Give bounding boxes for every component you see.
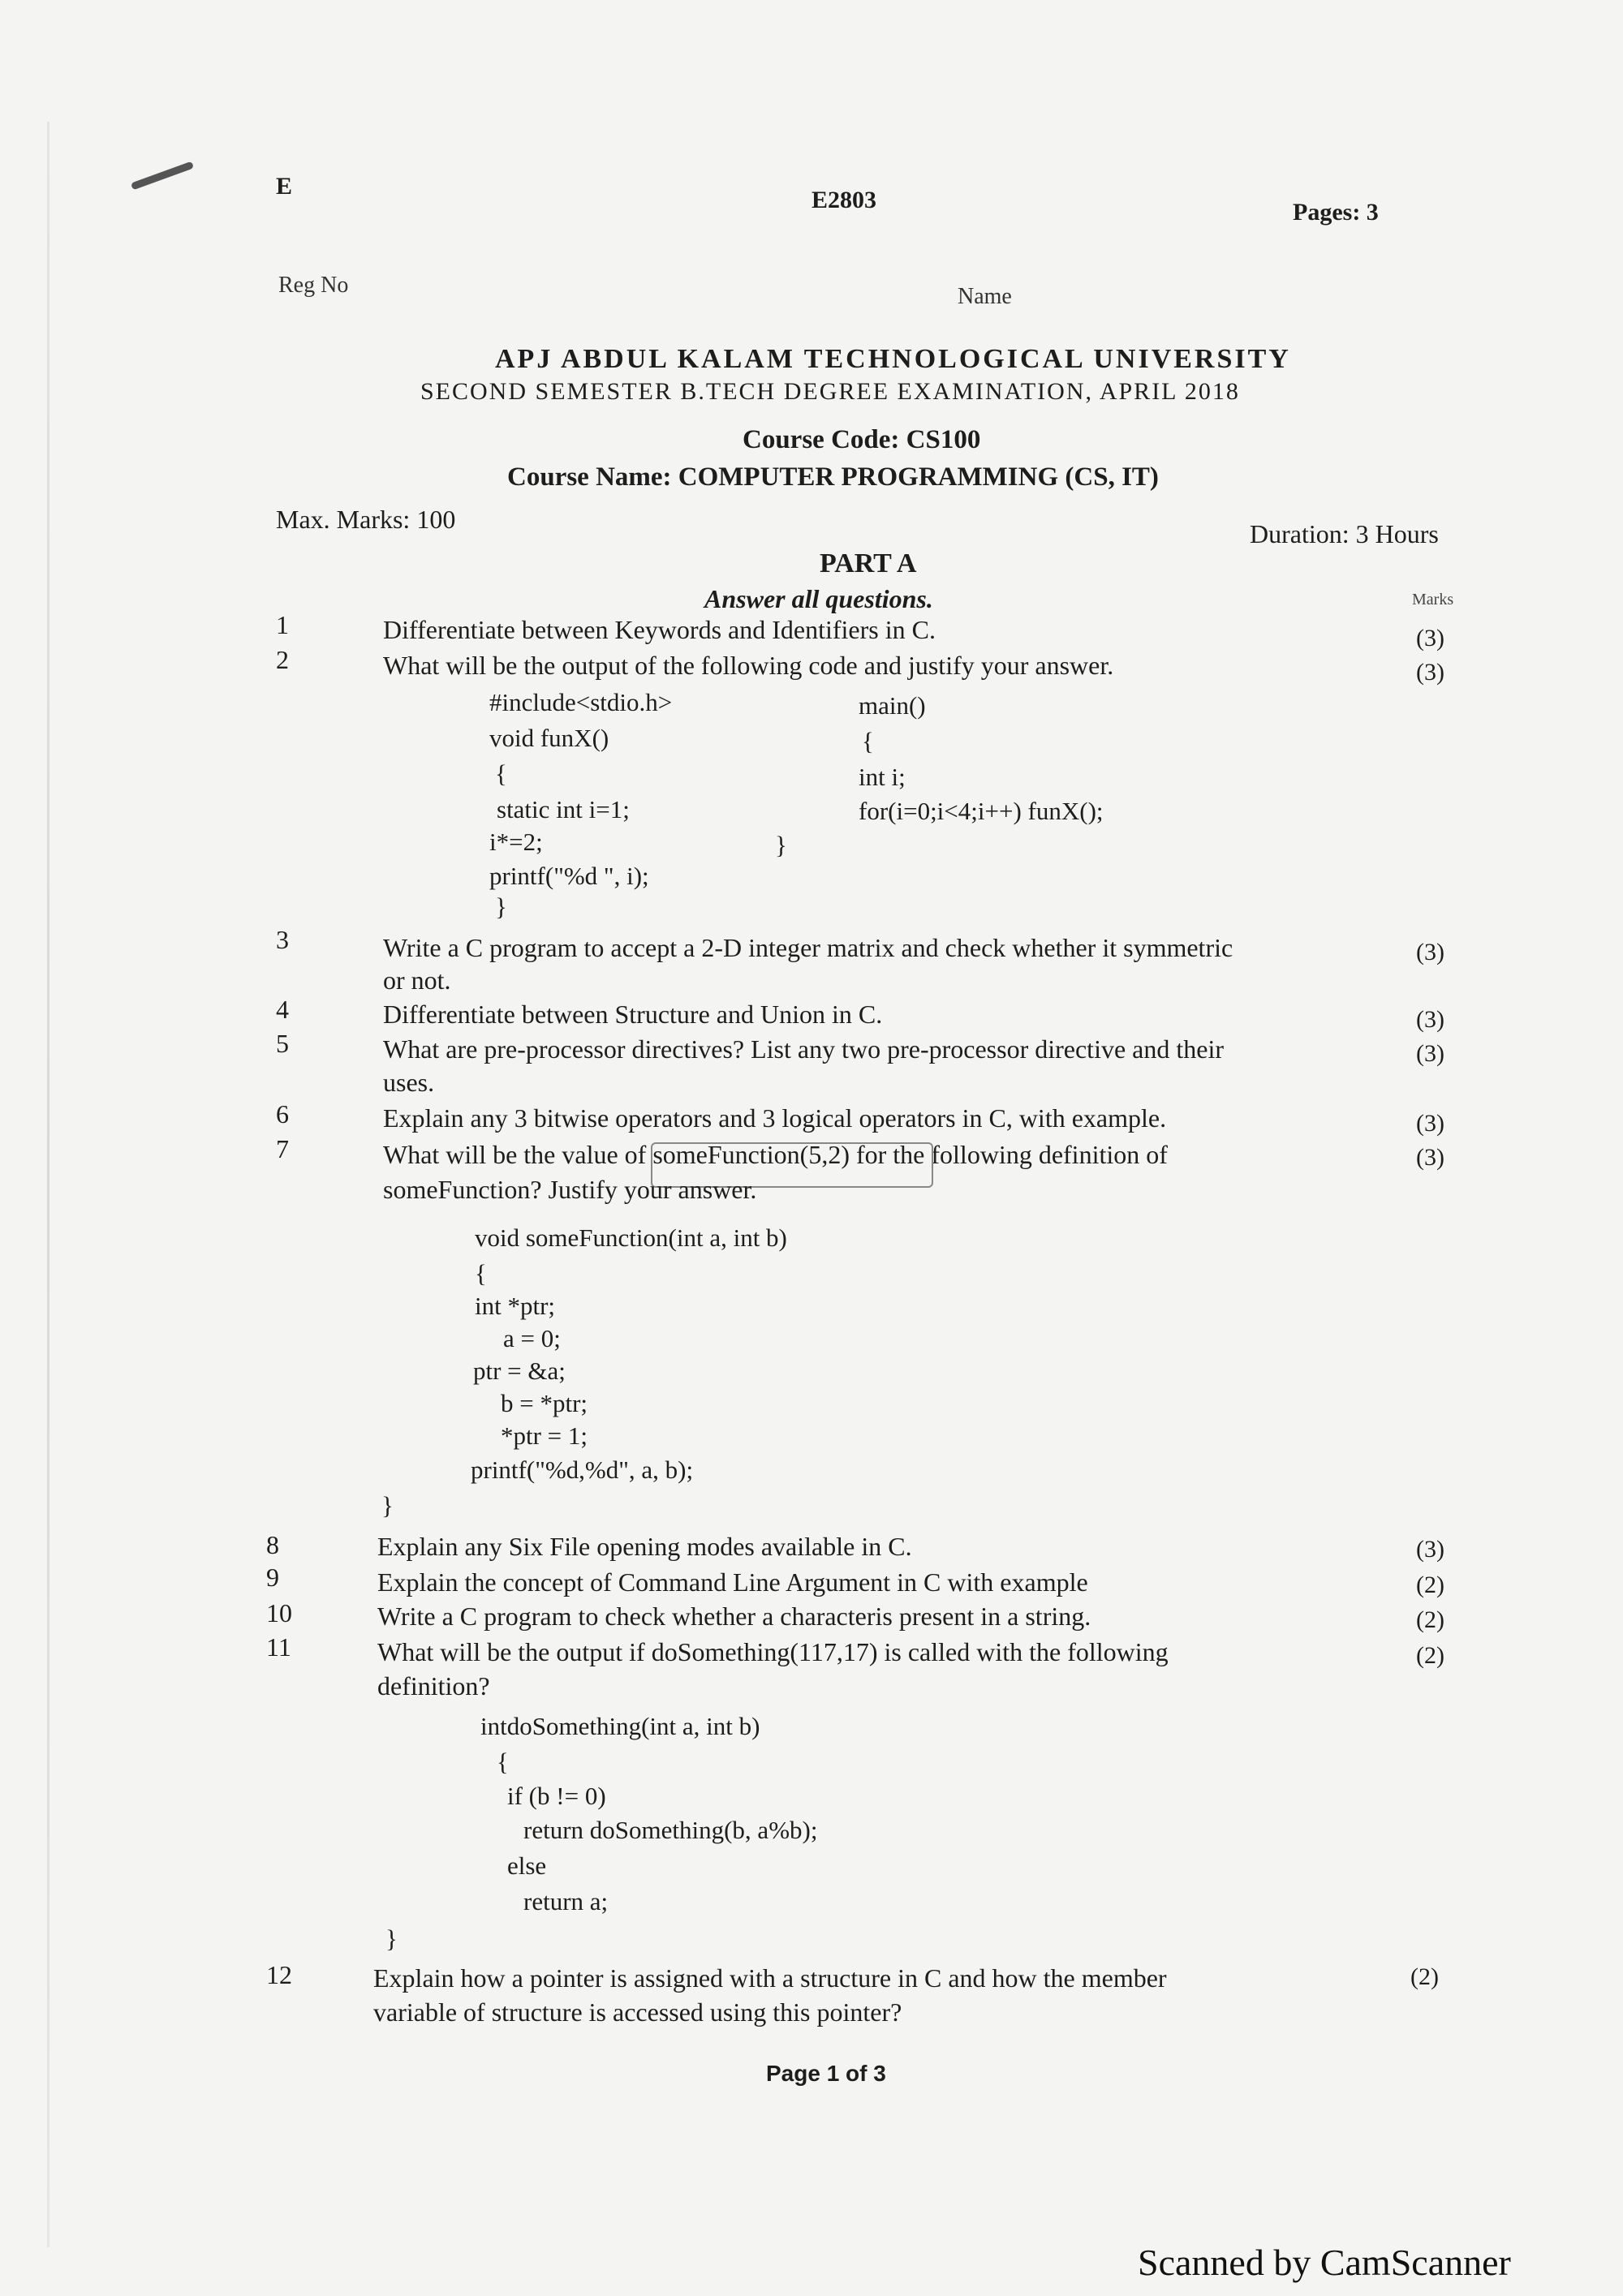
code-line: } (381, 1491, 394, 1520)
course-name: Course Name: COMPUTER PROGRAMMING (CS, IT) (507, 462, 1159, 492)
question-text: What will be the output of the following code and justify your answer. (383, 651, 1114, 680)
code-line: if (b != 0) (507, 1782, 606, 1810)
question-marks: (3) (1416, 1144, 1444, 1171)
code-line: { (862, 727, 874, 755)
question-text: Write a C program to accept a 2-D integer matrix and check whether it symmetric (383, 933, 1233, 962)
code-line: else (507, 1851, 547, 1880)
question-text: Explain the concept of Command Line Argument in C with example (377, 1567, 1088, 1597)
duration: Duration: 3 Hours (1250, 519, 1439, 548)
question-marks: (3) (1416, 625, 1444, 651)
question-marks: (2) (1416, 1606, 1444, 1633)
pen-mark (131, 161, 194, 191)
code-line: } (385, 1924, 398, 1953)
question-number: 9 (266, 1563, 279, 1592)
code-line: { (497, 1748, 509, 1776)
code-line: a = 0; (503, 1324, 561, 1352)
code-line: b = *ptr; (501, 1389, 588, 1417)
question-text-cont: or not. (383, 965, 451, 995)
question-text-cont: definition? (377, 1671, 490, 1701)
code-line: { (495, 759, 507, 788)
code-line: intdoSomething(int a, int b) (480, 1712, 760, 1740)
code-line: } (495, 892, 507, 921)
max-marks: Max. Marks: 100 (276, 505, 456, 534)
code-line: for(i=0;i<4;i++) funX(); (859, 797, 1104, 825)
exam-title: SECOND SEMESTER B.TECH DEGREE EXAMINATION, APRIL 2018 (420, 378, 1240, 405)
question-text: Differentiate between Keywords and Identifiers in C. (383, 615, 936, 644)
question-number: 3 (276, 925, 289, 954)
question-marks: (3) (1416, 1110, 1444, 1137)
question-number: 5 (276, 1029, 289, 1058)
name-label: Name (958, 284, 1012, 309)
code-line: return doSomething(b, a%b); (523, 1816, 818, 1844)
question-number: 1 (276, 610, 289, 639)
question-marks: (3) (1416, 1040, 1444, 1067)
series-letter: E (276, 173, 293, 200)
code-line: *ptr = 1; (501, 1421, 588, 1450)
code-line: { (475, 1259, 487, 1288)
question-number: 6 (276, 1099, 289, 1129)
question-text: What will be the value of someFunction(5,2) for the following definition of (383, 1140, 1168, 1169)
question-number: 11 (266, 1632, 291, 1662)
question-marks: (2) (1416, 1642, 1444, 1669)
question-text: What are pre-processor directives? List any two pre-processor directive and their (383, 1034, 1224, 1064)
question-marks: (3) (1416, 659, 1444, 686)
question-number: 12 (266, 1960, 292, 1989)
marks-column-label: Marks (1412, 591, 1454, 608)
code-line: printf("%d,%d", a, b); (471, 1455, 694, 1484)
part-instruction: Answer all questions. (704, 584, 933, 613)
course-code: Course Code: CS100 (743, 425, 981, 454)
question-number: 4 (276, 995, 289, 1024)
question-number: 10 (266, 1598, 292, 1627)
scan-edge-line (47, 122, 50, 2247)
question-marks: (3) (1416, 939, 1444, 965)
question-text: Explain how a pointer is assigned with a structure in C and how the member (373, 1963, 1167, 1993)
question-number: 7 (276, 1134, 289, 1163)
question-text-cont: variable of structure is accessed using this pointer? (373, 1997, 902, 2027)
question-text-cont: someFunction? Justify your answer. (383, 1175, 757, 1204)
scanner-watermark: Scanned by CamScanner (1138, 2242, 1511, 2283)
question-marks: (2) (1416, 1572, 1444, 1598)
part-title: PART A (820, 548, 917, 578)
reg-no-label: Reg No (278, 273, 349, 298)
question-number: 8 (266, 1530, 279, 1559)
question-text: What will be the output if doSomething(117,17) is called with the following (377, 1637, 1169, 1666)
page-number: Page 1 of 3 (766, 2061, 886, 2086)
question-number: 2 (276, 645, 289, 674)
code-line: #include<stdio.h> (489, 688, 673, 716)
question-marks: (3) (1416, 1006, 1444, 1033)
code-line: i*=2; (489, 828, 543, 856)
code-line: void funX() (489, 724, 609, 752)
code-line: ptr = &a; (473, 1357, 566, 1385)
question-marks: (2) (1410, 1963, 1439, 1990)
code-line: return a; (523, 1887, 609, 1915)
paper-code: E2803 (812, 187, 877, 213)
question-text: Explain any 3 bitwise operators and 3 logical operators in C, with example. (383, 1103, 1167, 1133)
question-text: Differentiate between Structure and Union in C. (383, 1000, 883, 1029)
code-line: void someFunction(int a, int b) (475, 1223, 787, 1252)
question-marks: (3) (1416, 1536, 1444, 1563)
question-text: Explain any Six File opening modes available in C. (377, 1532, 912, 1561)
code-line: } (775, 831, 787, 859)
code-line: printf("%d ", i); (489, 862, 649, 890)
code-line: static int i=1; (497, 795, 630, 823)
code-line: int *ptr; (475, 1292, 556, 1320)
question-text: Write a C program to check whether a characteris present in a string. (377, 1602, 1091, 1631)
university-name: APJ ABDUL KALAM TECHNOLOGICAL UNIVERSITY (495, 344, 1291, 374)
code-line: int i; (859, 763, 906, 791)
question-text-cont: uses. (383, 1068, 435, 1097)
pages-count: Pages: 3 (1293, 199, 1379, 226)
code-line: main() (859, 691, 926, 720)
